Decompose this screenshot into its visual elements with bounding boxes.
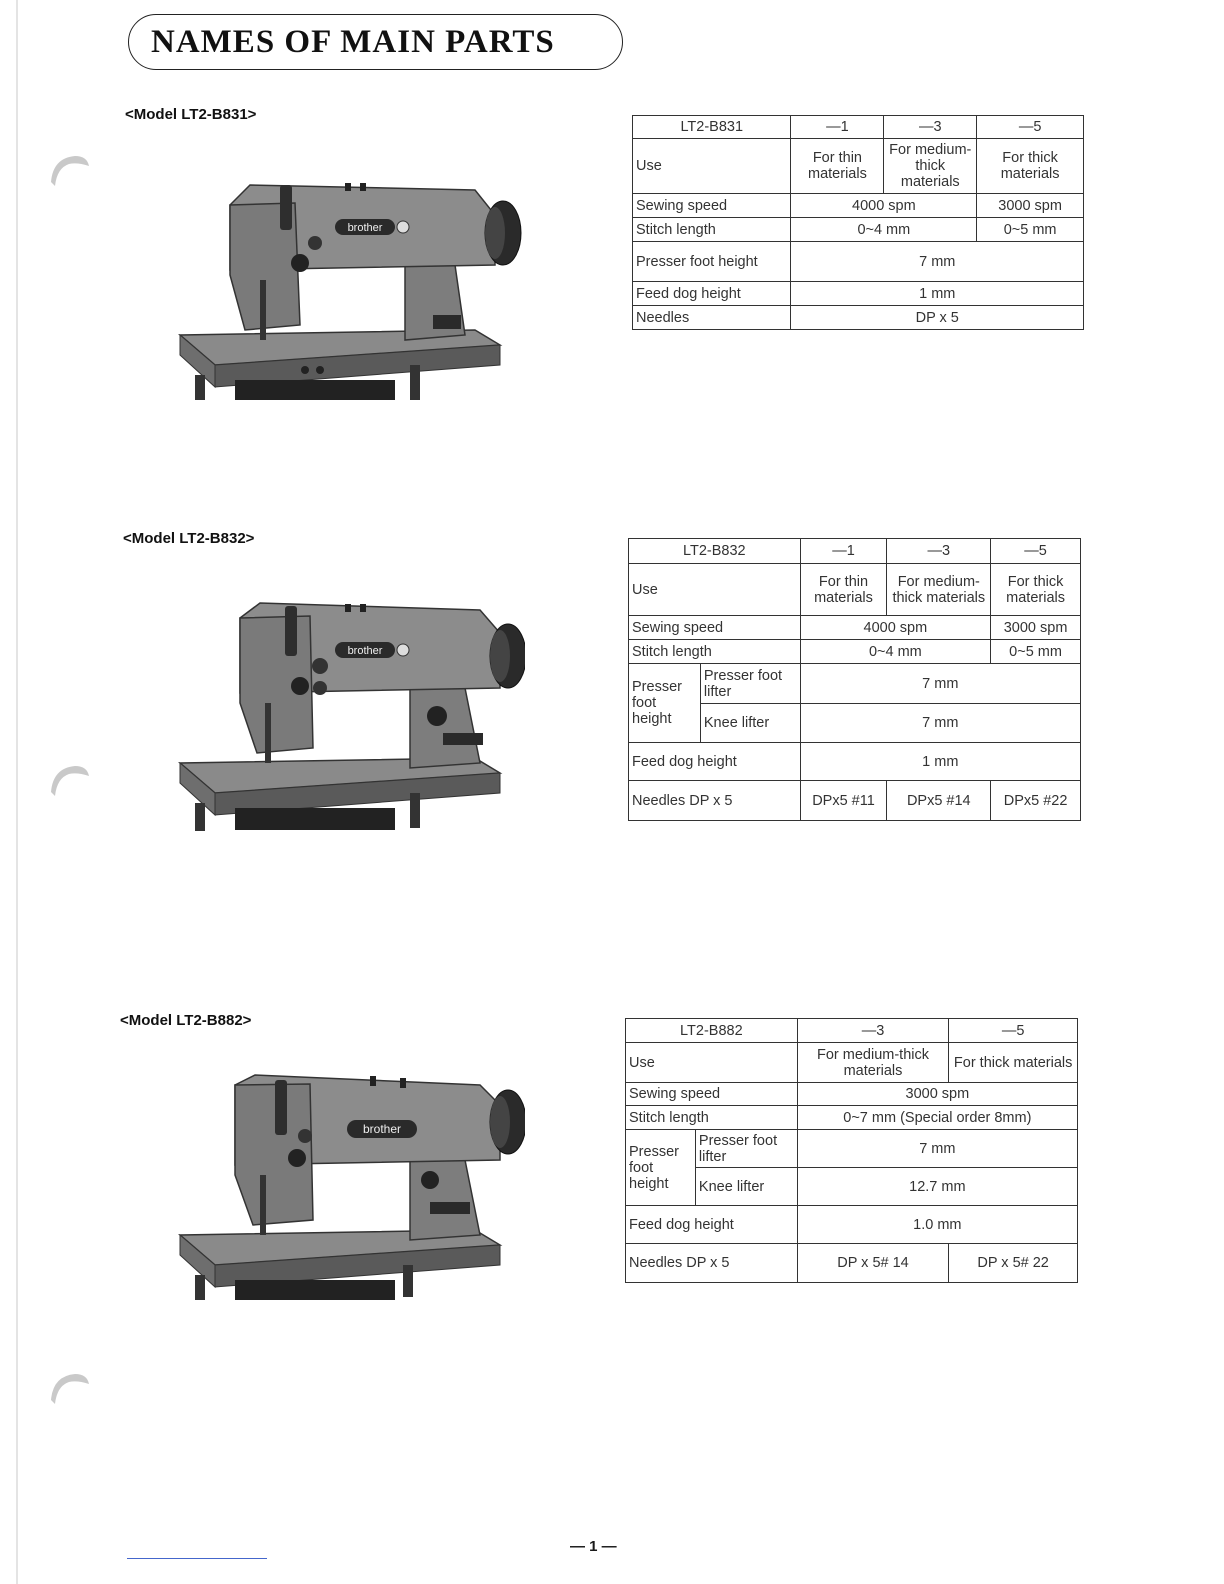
table-sub-label: Presser foot lifter <box>700 664 800 704</box>
table-cell: 7 mm <box>797 1130 1077 1168</box>
table-cell: For medium-thick materials <box>887 564 991 616</box>
spec-table-b882 <box>625 1018 1078 1283</box>
table-cell: 3000 spm <box>991 616 1081 640</box>
table-cell: 1.0 mm <box>797 1206 1077 1244</box>
table-sub-label: Presser foot lifter <box>695 1130 797 1168</box>
page-title: NAMES OF MAIN PARTS <box>151 23 555 60</box>
table-header-variant: —1 <box>800 539 887 564</box>
table-header-variant: —5 <box>991 539 1081 564</box>
table-cell: 3000 spm <box>797 1083 1077 1106</box>
table-row-label: Use <box>629 564 801 616</box>
binder-hole-icon <box>47 152 91 196</box>
table-row-label: Feed dog height <box>633 282 791 306</box>
table-row-label: Feed dog height <box>626 1206 798 1244</box>
table-cell: 1 mm <box>800 743 1080 781</box>
table-cell: 0~5 mm <box>991 640 1081 664</box>
model-label-b882: <Model LT2-B882> <box>120 1012 252 1029</box>
table-header-model: LT2-B831 <box>633 116 791 139</box>
table-row-label: Needles <box>633 306 791 330</box>
table-cell: DP x 5 <box>791 306 1084 330</box>
table-cell: For medium-thick materials <box>884 139 977 194</box>
table-row-label: Presser foot height <box>633 242 791 282</box>
table-header-variant: —3 <box>797 1019 949 1043</box>
table-cell: 0~5 mm <box>977 218 1084 242</box>
table-row-label: Sewing speed <box>626 1083 798 1106</box>
table-cell: 0~7 mm (Special order 8mm) <box>797 1106 1077 1130</box>
table-row-label: Needles DP x 5 <box>626 1244 798 1283</box>
table-row-label: Stitch length <box>629 640 801 664</box>
table-cell: For thick materials <box>949 1043 1078 1083</box>
page-number: — 1 — <box>570 1538 617 1555</box>
binder-hole-icon <box>47 762 91 806</box>
brand-logo: brother <box>362 1122 402 1136</box>
table-cell: DP x 5# 22 <box>949 1244 1078 1283</box>
table-cell: DPx5 #14 <box>887 781 991 821</box>
sewing-machine-b832-image <box>175 598 525 838</box>
table-row-label: Presser foot height <box>626 1130 696 1206</box>
table-row-label: Stitch length <box>633 218 791 242</box>
table-cell: For medium-thick materials <box>797 1043 949 1083</box>
table-cell: For thin materials <box>791 139 884 194</box>
model-label-b831: <Model LT2-B831> <box>125 106 257 123</box>
table-row-label: Feed dog height <box>629 743 801 781</box>
table-cell: 3000 spm <box>977 194 1084 218</box>
table-header-variant: —1 <box>791 116 884 139</box>
model-label-b832: <Model LT2-B832> <box>123 530 255 547</box>
table-cell: For thin materials <box>800 564 887 616</box>
table-row-label: Sewing speed <box>633 194 791 218</box>
table-sub-label: Knee lifter <box>695 1168 797 1206</box>
table-header-variant: —3 <box>884 116 977 139</box>
table-cell: 12.7 mm <box>797 1168 1077 1206</box>
spec-table-b831 <box>632 115 1084 330</box>
page-left-edge <box>16 0 18 1584</box>
sewing-machine-b831-image <box>175 175 525 410</box>
table-cell: 7 mm <box>800 664 1080 704</box>
table-cell: 7 mm <box>800 704 1080 743</box>
table-cell: 1 mm <box>791 282 1084 306</box>
binder-hole-icon <box>47 1370 91 1414</box>
table-cell: 4000 spm <box>791 194 977 218</box>
table-cell: For thick materials <box>977 139 1084 194</box>
table-header-variant: —5 <box>977 116 1084 139</box>
table-row-label: Presser foot height <box>629 664 701 743</box>
brand-logo: brother <box>347 645 383 657</box>
table-header-variant: —3 <box>887 539 991 564</box>
table-header-model: LT2-B882 <box>626 1019 798 1043</box>
table-cell: 4000 spm <box>800 616 991 640</box>
table-cell: For thick materials <box>991 564 1081 616</box>
table-row-label: Use <box>633 139 791 194</box>
table-header-variant: —5 <box>949 1019 1078 1043</box>
page-title-box <box>128 14 623 70</box>
table-cell: 7 mm <box>791 242 1084 282</box>
table-row-label: Needles DP x 5 <box>629 781 801 821</box>
table-cell: DPx5 #22 <box>991 781 1081 821</box>
table-cell: DP x 5# 14 <box>797 1244 949 1283</box>
table-row-label: Use <box>626 1043 798 1083</box>
table-row-label: Stitch length <box>626 1106 798 1130</box>
table-cell: DPx5 #11 <box>800 781 887 821</box>
footer-rule <box>127 1558 267 1559</box>
spec-table-b832 <box>628 538 1081 821</box>
table-row-label: Sewing speed <box>629 616 801 640</box>
table-sub-label: Knee lifter <box>700 704 800 743</box>
sewing-machine-b882-image <box>175 1070 525 1305</box>
table-cell: 0~4 mm <box>800 640 991 664</box>
brand-logo: brother <box>347 222 383 234</box>
table-cell: 0~4 mm <box>791 218 977 242</box>
table-header-model: LT2-B832 <box>629 539 801 564</box>
